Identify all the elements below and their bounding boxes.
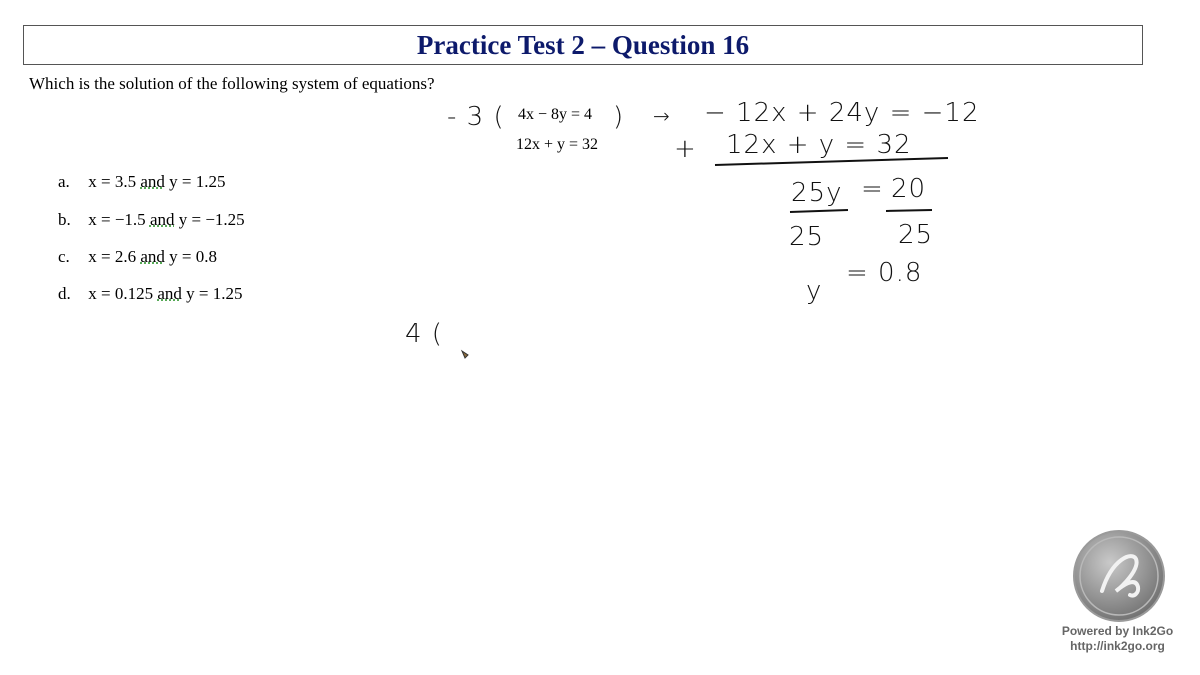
handwritten-plus: +	[674, 134, 697, 164]
option-letter: b.	[58, 210, 71, 229]
option-y: y = 1.25	[186, 284, 243, 303]
option-x: x = 2.6	[88, 247, 137, 266]
handwritten-new-start: 4 (	[405, 319, 443, 349]
page-title: Practice Test 2 – Question 16	[416, 29, 750, 60]
handwritten-row-1: − 12x + 24y = −12	[704, 98, 980, 128]
handwritten-rhs-numerator: 20	[891, 174, 927, 204]
handwritten-result-variable: y	[806, 276, 823, 306]
option-letter: d.	[58, 284, 71, 303]
handwritten-close-paren: )	[613, 102, 625, 132]
credit-line-1: Powered by Ink2Go	[1061, 624, 1174, 638]
handwritten-equals: =	[861, 174, 884, 204]
ink2go-credit	[1040, 624, 1195, 654]
pen-cursor-icon	[462, 351, 468, 358]
option-and: and	[140, 172, 165, 191]
credit-line-2: http://ink2go.org	[1070, 639, 1165, 653]
fraction-bar-right	[886, 210, 932, 211]
option-and: and	[157, 284, 182, 303]
option-y: y = 0.8	[169, 247, 217, 266]
question-prompt: Which is the solution of the following system of equations?	[29, 74, 435, 93]
arrow-icon: →	[653, 104, 671, 128]
option-y: y = −1.25	[178, 210, 245, 229]
handwritten-rhs-denominator: 25	[898, 220, 934, 250]
option-letter: c.	[58, 247, 70, 266]
option-letter: a.	[58, 172, 70, 191]
option-y: y = 1.25	[169, 172, 226, 191]
fraction-bar-left	[790, 210, 848, 212]
option-and: and	[149, 210, 175, 229]
option-and: and	[140, 247, 165, 266]
handwritten-lhs-denominator: 25	[789, 222, 825, 252]
option-x: x = 0.125	[88, 284, 154, 303]
handwritten-multiplier: - 3 (	[447, 102, 505, 132]
option-x: x = −1.5	[88, 210, 146, 229]
ink2go-logo-icon	[1072, 529, 1166, 623]
equation-2: 12x + y = 32	[516, 136, 599, 153]
handwritten-row-2: 12x + y = 32	[726, 130, 912, 160]
handwritten-lhs-numerator: 25y	[791, 178, 843, 208]
option-x: x = 3.5	[88, 172, 137, 191]
handwritten-result-value: = 0.8	[846, 258, 923, 288]
equation-1: 4x − 8y = 4	[518, 106, 593, 123]
